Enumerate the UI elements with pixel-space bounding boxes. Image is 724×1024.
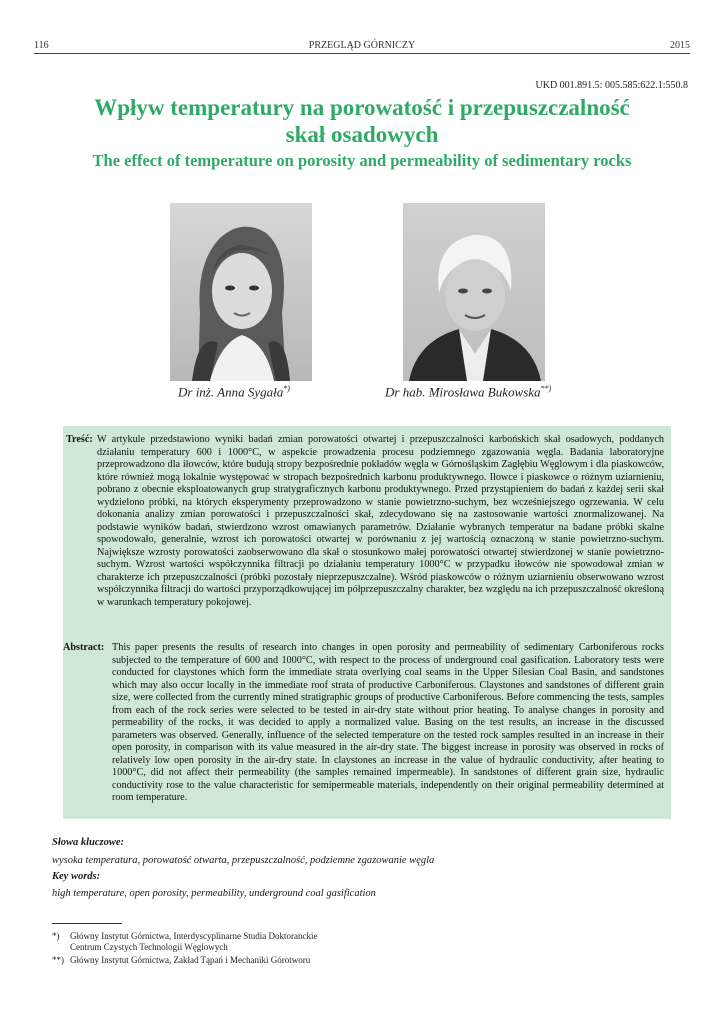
author-photo-bukowska: [403, 203, 545, 381]
title-polish-line2: skał osadowych: [285, 122, 439, 147]
author-photo-sygala: [170, 203, 312, 381]
footnote-line: Centrum Czystych Technologii Węglowych: [70, 942, 228, 952]
footnote-mark: **): [52, 955, 64, 965]
author-name: Dr hab. Mirosława Bukowska: [385, 384, 541, 400]
keywords-en-label: Key words:: [52, 871, 101, 882]
author-footnote-mark: **): [540, 384, 552, 393]
author-caption-sygala: [178, 384, 290, 400]
footnote-1: [70, 931, 317, 953]
header-rule: [34, 53, 690, 54]
journal-year: 2015: [670, 40, 690, 51]
footnote-line: Główny Instytut Górnictwa, Zakład Tąpań i Mechaniki Górotworu: [70, 955, 311, 965]
portrait-image: [403, 203, 545, 381]
title-polish-line1: Wpływ temperatury na porowatość i przepuszczalność: [94, 95, 630, 120]
portrait-image: [170, 203, 312, 381]
author-name: Dr inż. Anna Sygała: [178, 384, 284, 400]
keywords-pl-text: wysoka temperatura, porowatość otwarta, przepuszczalność, podziemne zgazowanie węgla: [52, 855, 435, 866]
author-caption-bukowska: [385, 384, 551, 400]
ukd-code: UKD 001.891.5: 005.585:622.1:550.8: [535, 80, 688, 91]
footnote-line: Główny Instytut Górnictwa, Interdyscyplinarne Studia Doktoranckie: [70, 931, 318, 941]
keywords-pl-label: Słowa kluczowe:: [52, 837, 125, 848]
title-polish: [34, 94, 690, 148]
footnote-rule: [52, 923, 122, 924]
journal-name: PRZEGLĄD GÓRNICZY: [308, 40, 416, 51]
footnote-2: [70, 955, 310, 966]
keywords-en-text: high temperature, open porosity, permeability, underground coal gasification: [52, 888, 376, 899]
tresc-text: W artykule przedstawiono wyniki badań zmian porowatości otwartej i przepuszczalności karbońskich skał osadowych, poddanych działaniu temperatury 600 i 1000°C, w aspekcie prowadzenia procesu podziemnego zgazowania węgla. Badania laboratoryjne przeprowadzono dla iłowców, które budują stropy bezpośrednie pokładów węgla w Górnośląskim Zagłębiu Węglowym i dla piaskowców, które również mogą lokalnie występować w stropach bezpośrednich karbonu produktywnego. Iłowce i piaskowce o różnym uziarnieniu, pobrano z obecnie eksploatowanych grup stratygraficznych karbonu produktywnego. Przed przystąpieniem do badań z każdej serii skał wydzielono próbki, na których eksperymenty przeprowadzono w stanie powietrzno-suchym, bez wcześniejszego ogrzewania. W celu dokonania analizy zmian porowatości i przepuszczalności skał, zdecydowano się na zastosowanie wartości znormalizowanej. Na podstawie wyników badań, stwierdzono wzrost omawianych parametrów. Działanie wybranych temperatur na badane próbki skalne spowodowało, generalnie, wzrost ich porowatości otwartej w porównaniu z jej wartością oznaczoną w stanie powietrzno-suchym. Największe wzrosty porowatości zaobserwowano dla skał o stosunkowo małej porowatości otwartej stwierdzonej w stanie powietrzno-suchym. Wzrost wartości współczynnika filtracji po działaniu temperatury 1000°C w przypadku iłowców nie spowodował zmian w charakterze ich przepuszczalności (próbki pozostały nieprzepuszczalne). Wśród piaskowców o różnym uziarnieniu obserwowano wzrost współczynnika filtracji do wartości przyporządkowującej im półprzepuszczalny charakter, bez względu na ich przepuszczalność określoną w warunkach temperatury pokojowej.: [97, 434, 664, 608]
author-footnote-mark: *): [283, 384, 290, 393]
abstract-text: This paper presents the results of research into changes in open porosity and permeability of sedimentary Carboniferous rocks subjected to the temperature of 600 and 1000°C, with respect to the process of underground coal gasification. Laboratory tests were conducted for claystones which form the immediate strata overlying coal seams in the Upper Silesian Coal Basin, and sandstones which may also occur locally in the immediate roof strata of productive Carboniferous. Claystones and sandstones of different grain size, were collected from the currently mined stratigraphic groups of productive Carboniferous. Before commencing the tests, samples from each of the rock series were selected to be tested in air-dry state without prior heating. To analyse changes in porosity and permeability of the rocks, it was decided to apply a normalized value. Basing on the test results, an increase in the discussed parameters was observed. Generally, influence of the selected temperature on the tested rock samples resulted in an increase in their open porosity, in comparison with its value measured in the air-dry state. The biggest increase in porosity was observed in rocks of relatively low open porosity in the air-dry state. In claystones an increase in the value of hydraulic conductivity, after heating to 1000°C, did not affect their permeability (the samples remained impermeable). In sandstones of different grain size, hydraulic conductivity rose to the value characteristic for semipermeable materials, independently on their original permeability determined at room temperature.: [112, 642, 664, 803]
footnote-mark: *): [52, 931, 60, 941]
abstract-label: Abstract:: [63, 642, 105, 653]
title-english: The effect of temperature on porosity and permeability of sedimentary rocks: [92, 151, 632, 170]
tresc-label: Treść:: [66, 434, 93, 445]
page-number: 116: [34, 40, 49, 51]
